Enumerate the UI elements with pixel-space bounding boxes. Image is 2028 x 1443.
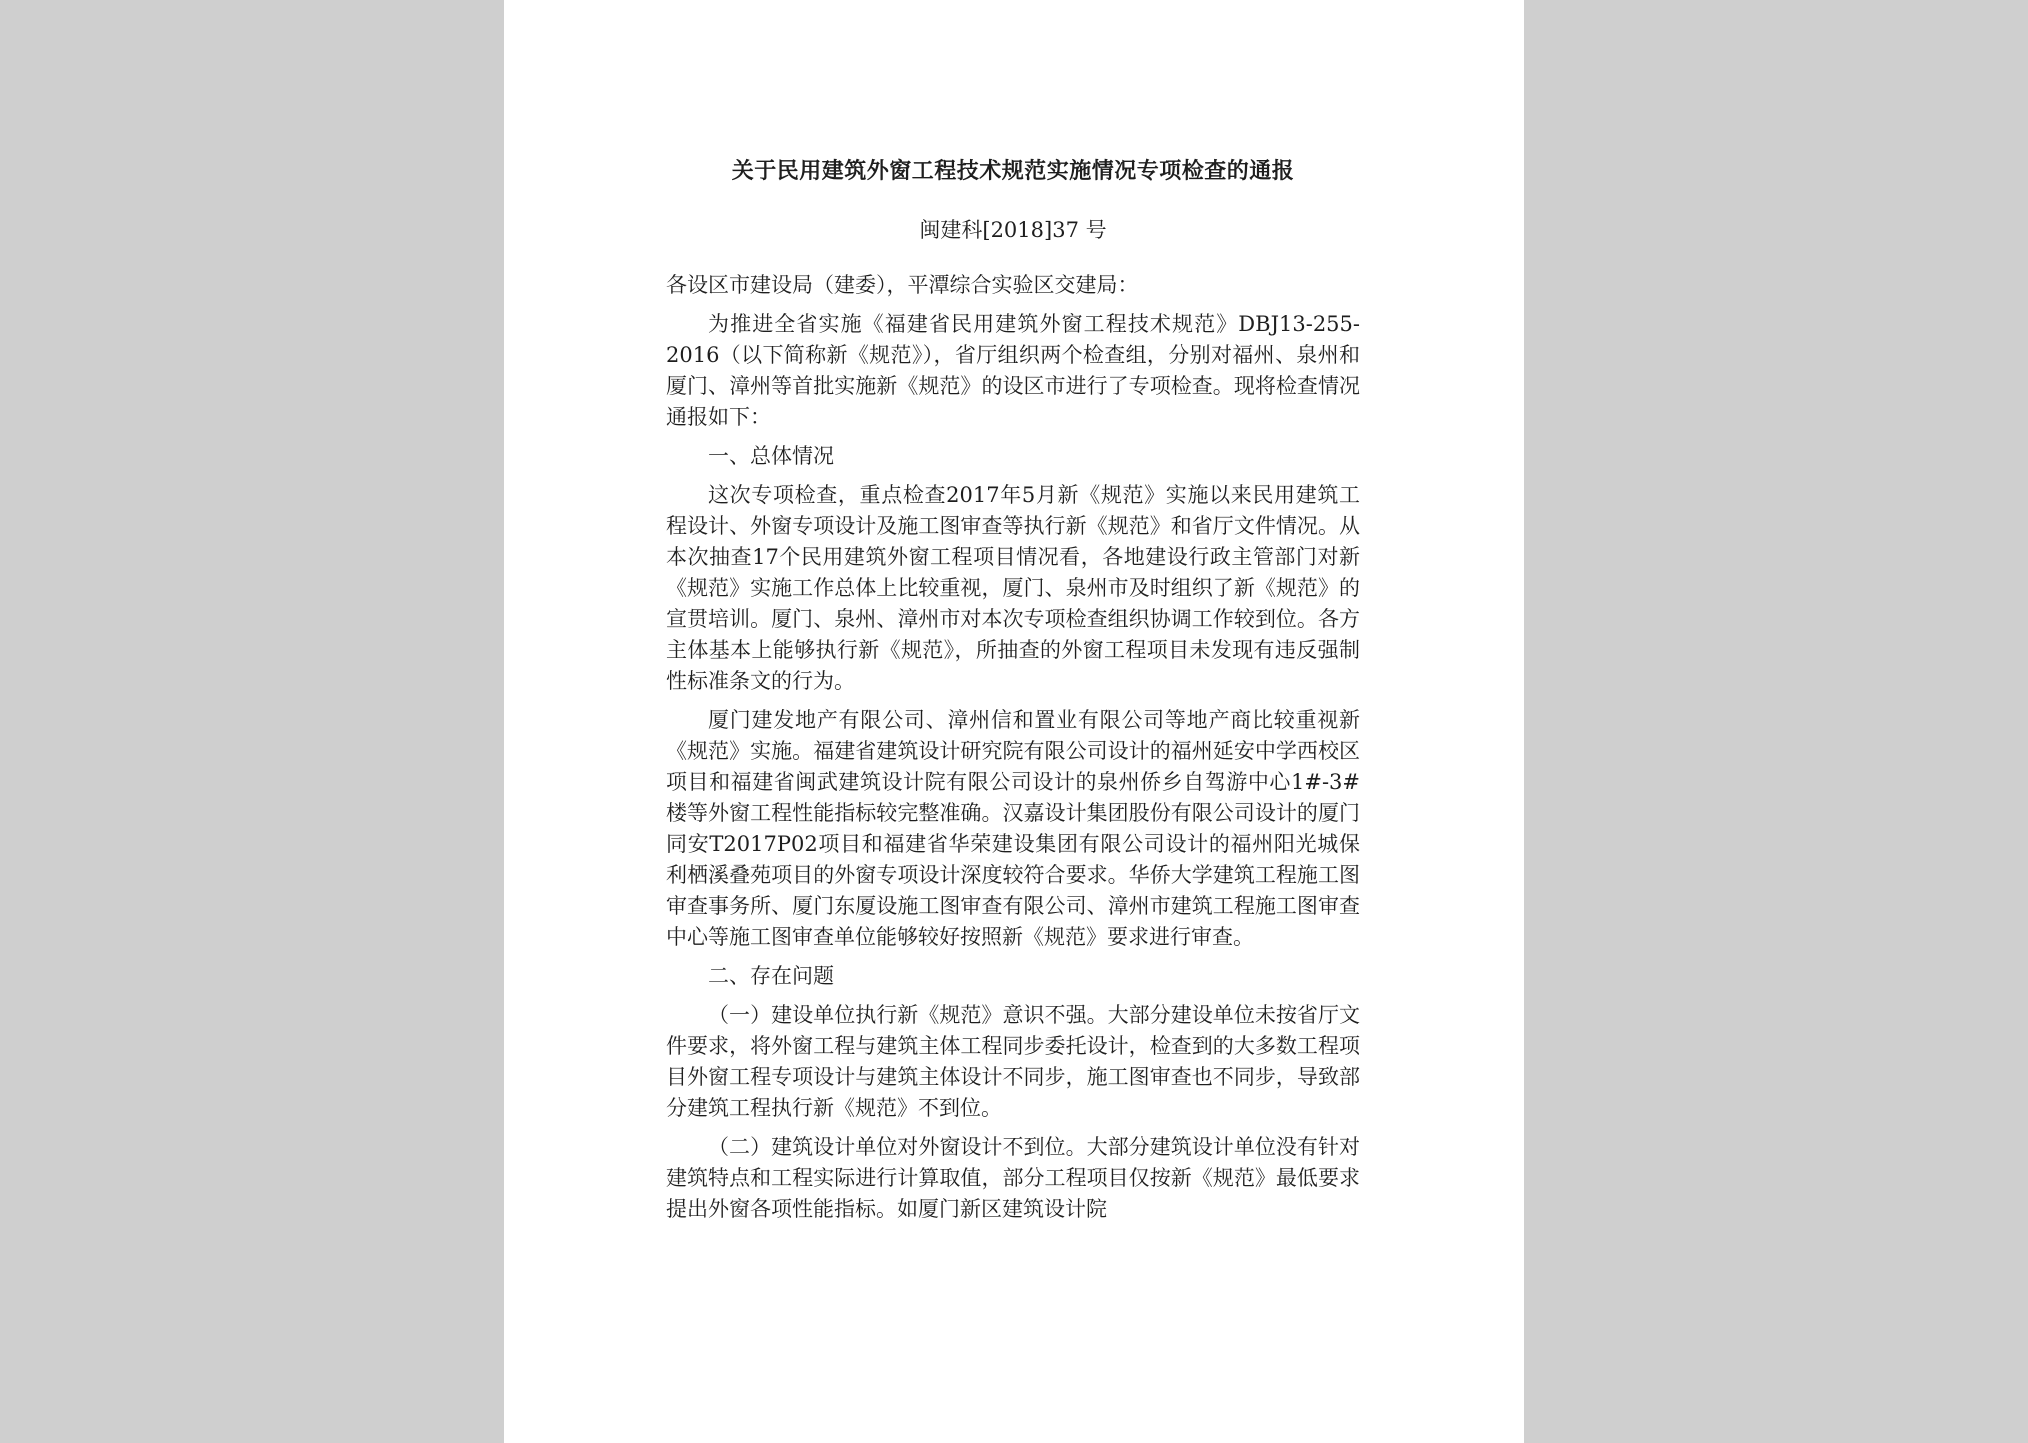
addressee-line: 各设区市建设局（建委），平潭综合实验区交建局： (666, 273, 1139, 297)
section-heading-overall: 一、总体情况 (708, 444, 834, 468)
section-heading-problems: 二、存在问题 (708, 964, 834, 988)
document-title: 关于民用建筑外窗工程技术规范实施情况专项检查的通报 (731, 159, 1295, 184)
overall-paragraph-1: 这次专项检查，重点检查2017年5月新《规范》实施以来民用建筑工程设计、外窗专项设计及施工图审查等执行新《规范》和省厅文件情况。从本次抽查17个民用建筑外窗工程项目情况看，各地建设行政主管部门对新《规范》实施工作总体上比较重视，厦门、泉州市及时组织了新《规范》的宣贯培训。厦门、泉州、漳州市对本次专项检查组织协调工作较到位。各方主体基本上能够执行新《规范》，所抽查的外窗工程项目未发现有违反强制性标准条文的行为。 (666, 483, 1360, 693)
problems-paragraph-1: （一）建设单位执行新《规范》意识不强。大部分建设单位未按省厅文件要求，将外窗工程与建筑主体工程同步委托设计，检查到的大多数工程项目外窗工程专项设计与建筑主体设计不同步，施工图审查也不同步，导致部分建筑工程执行新《规范》不到位。 (666, 1003, 1360, 1120)
problems-paragraph-2: （二）建筑设计单位对外窗设计不到位。大部分建筑设计单位没有针对建筑特点和工程实际进行计算取值，部分工程项目仅按新《规范》最低要求提出外窗各项性能指标。如厦门新区建筑设计院 (666, 1135, 1360, 1221)
document-number: 闽建科[2018]37 号 (919, 218, 1107, 242)
overall-paragraph-2: 厦门建发地产有限公司、漳州信和置业有限公司等地产商比较重视新《规范》实施。福建省建筑设计研究院有限公司设计的福州延安中学西校区项目和福建省闽武建筑设计院有限公司设计的泉州侨乡自驾游中心1#-3#楼等外窗工程性能指标较完整准确。汉嘉设计集团股份有限公司设计的厦门同安T2017P02项目和福建省华荣建设集团有限公司设计的福州阳光城保利栖溪叠苑项目的外窗专项设计深度较符合要求。华侨大学建筑工程施工图审查事务所、厦门东厦设施工图审查有限公司、漳州市建筑工程施工图审查中心等施工图审查单位能够较好按照新《规范》要求进行审查。 (666, 708, 1360, 949)
intro-paragraph: 为推进全省实施《福建省民用建筑外窗工程技术规范》DBJ13-255-2016（以下简称新《规范》），省厅组织两个检查组，分别对福州、泉州和厦门、漳州等首批实施新《规范》的设区市进行了专项检查。现将检查情况通报如下： (666, 312, 1360, 429)
document-page (504, 0, 1524, 1443)
